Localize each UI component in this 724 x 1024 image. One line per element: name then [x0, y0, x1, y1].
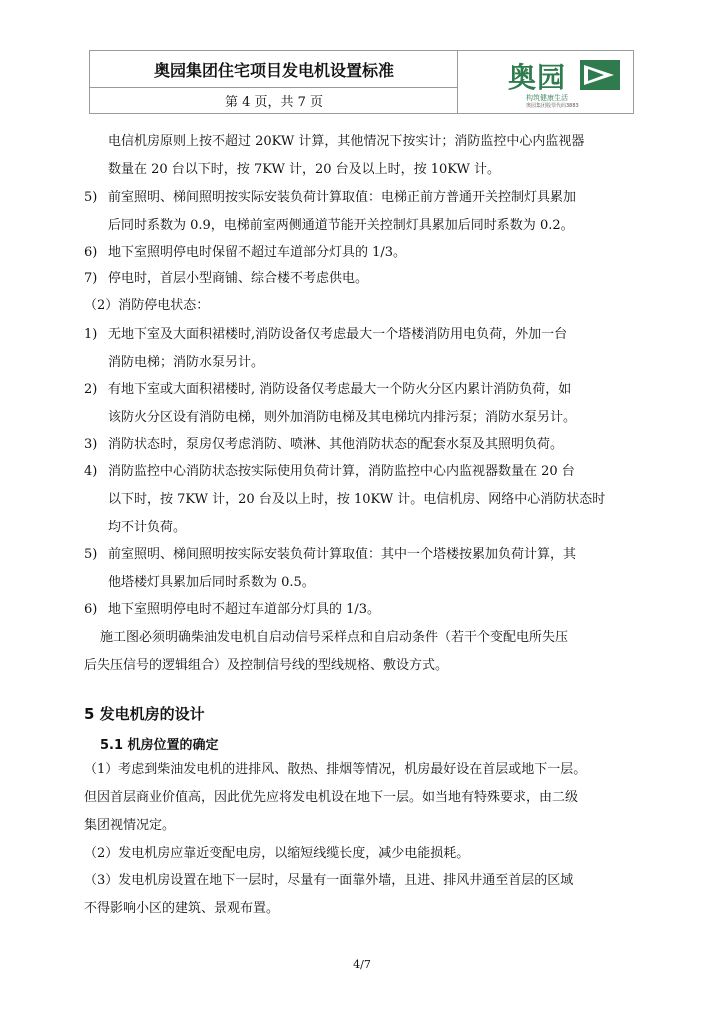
list-number: 4) — [84, 464, 98, 479]
list-number: 7) — [84, 271, 98, 286]
logo-slogan: 构筑健康生活 — [526, 94, 568, 102]
text-line: 后失压信号的逻辑组合）及控制信号线的型线规格、敷设方式。 — [84, 658, 449, 673]
text-line: 前室照明、梯间照明按实际安装负荷计算取值：电梯正前方普通开关控制灯具累加 — [108, 190, 577, 205]
text-line: 地下室照明停电时不超过车道部分灯具的 1/3。 — [108, 602, 381, 617]
text-line: 停电时，首层小型商铺、综合楼不考虑供电。 — [108, 271, 369, 286]
text-line: 电信机房原则上按不超过 20KW 计算，其他情况下按实计；消防监控中心内监视器 — [108, 134, 585, 149]
list-number: 5) — [84, 547, 98, 562]
list-number: 2) — [84, 382, 98, 397]
text-line: （3）发电机房设置在地下一层时，尽量有一面靠外墙，且进、排风井通至首层的区域 — [84, 873, 574, 888]
text-line: 以下时，按 7KW 计，20 台及以上时，按 10KW 计。电信机房、网络中心消防状态时 — [108, 492, 606, 507]
logo-text: 奥园 — [508, 61, 567, 94]
page-header — [89, 50, 634, 114]
list-number: 3) — [84, 437, 98, 452]
text-line: 该防火分区设有消防电梯，则外加消防电梯及其电梯坑内排污泵；消防水泵另计。 — [108, 410, 577, 425]
header-divider — [90, 87, 457, 88]
text-line: 集团视情况定。 — [84, 818, 176, 833]
text-line: 后同时系数为 0.9，电梯前室两侧通道节能开关控制灯具累加后同时系数为 0.2。 — [108, 218, 574, 233]
page-footer-number: 4/7 — [353, 958, 371, 971]
text-line: 有地下室或大面积裙楼时, 消防设备仅考虑最大一个防火分区内累计消防负荷，如 — [108, 382, 572, 397]
text-line: 前室照明、梯间照明按实际安装负荷计算取值：其中一个塔楼按累加负荷计算，其 — [108, 547, 577, 562]
text-line: 不得影响小区的建筑、景观布置。 — [84, 901, 280, 916]
text-line: 消防电梯；消防水泵另计。 — [108, 355, 265, 370]
text-line: 消防状态时，泵房仅考虑消防、喷淋、其他消防状态的配套水泵及其照明负荷。 — [108, 437, 564, 452]
subsection-label: （2）消防停电状态： — [84, 298, 210, 313]
text-line: （2）发电机房应靠近变配电房，以缩短线缆长度，减少电能损耗。 — [84, 846, 470, 861]
text-line: 无地下室及大面积裙楼时,消防设备仅考虑最大一个塔楼消防用电负荷，外加一台 — [108, 327, 568, 342]
header-title-cell — [90, 51, 458, 113]
page-indicator: 第 4 页，共 7 页 — [224, 95, 324, 110]
text-line: （1）考虑到柴油发电机的进排风、散热、排烟等情况，机房最好设在首层或地下一层。 — [84, 762, 587, 777]
list-number: 5) — [84, 190, 98, 205]
logo-mark-icon — [580, 60, 620, 90]
text-line: 他塔楼灯具累加后同时系数为 0.5。 — [108, 575, 315, 590]
company-logo — [508, 56, 628, 108]
document-title: 奥园集团住宅项目发电机设置标准 — [153, 61, 394, 80]
list-number: 6) — [84, 245, 98, 260]
text-line: 消防监控中心消防状态按实际使用负荷计算，消防监控中心内监视器数量在 20 台 — [108, 464, 575, 479]
list-number: 6) — [84, 602, 98, 617]
text-line: 均不计负荷。 — [108, 520, 187, 535]
section-heading: 5 发电机房的设计 — [84, 705, 205, 723]
text-line: 但因首层商业价值高，因此优先应将发电机设在地下一层。如当地有特殊要求，由二级 — [84, 790, 579, 805]
logo-stock-code: 奥园集团股票代码3883 — [526, 103, 579, 109]
text-line: 施工图必须明确柴油发电机自启动信号采样点和自启动条件（若干个变配电所失压 — [100, 630, 569, 645]
text-line: 数量在 20 台以下时，按 7KW 计，20 台及以上时，按 10KW 计。 — [108, 162, 501, 177]
list-number: 1) — [84, 327, 98, 342]
subsection-heading: 5.1 机房位置的确定 — [100, 738, 219, 753]
text-line: 地下室照明停电时保留不超过车道部分灯具的 1/3。 — [108, 245, 407, 260]
